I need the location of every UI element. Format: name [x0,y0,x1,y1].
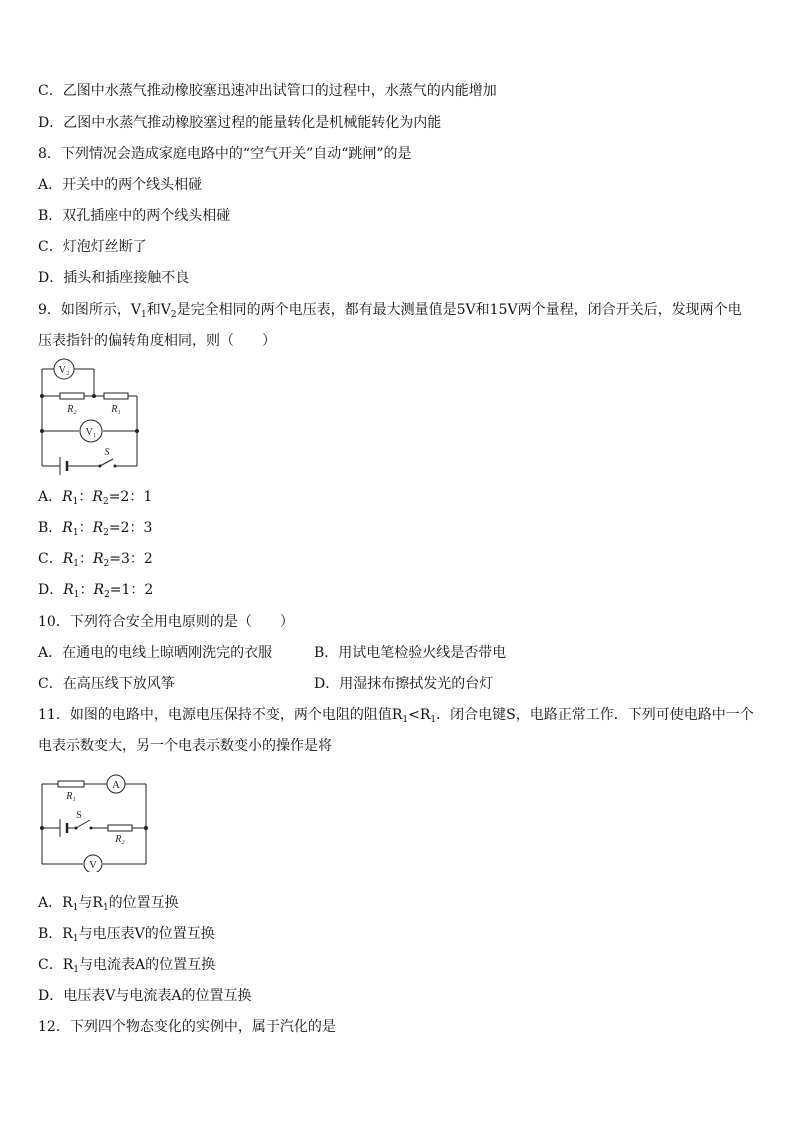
junction-dot-icon [92,394,96,398]
q9-option-a: A．$R_1$：$R_2=2$：1 [38,489,153,507]
q11-stem: 11．如图的电路中，电源电压保持不变，两个电阻的阻值$R_1<R_1$．闭合电键S，电路正常工作．下列可使电路中一个 [38,707,754,725]
q11-circuit-figure [36,770,152,872]
r1-resistor-icon [104,393,128,399]
r1-label: R₁ [66,791,76,802]
q10-option-a: A．在通电的电线上晾晒刚洗完的衣服 [38,645,273,661]
battery-icon [60,457,67,475]
q11-option-b: B．$R_1$与电压表V的位置互换 [38,926,215,944]
q11-option-a: A．$R_1$与$R_1$的位置互换 [38,895,179,913]
switch-pivot-icon [99,465,102,468]
switch-contact-icon [114,465,117,468]
junction-dot-icon [144,826,148,830]
switch-label: S [104,447,110,458]
q11-stem-line2: 电表示数变大，另一个电表示数变小的操作是将 [38,738,332,754]
r1-label: R₁ [111,404,121,415]
q10-option-d: D．用湿抹布擦拭发光的台灯 [314,676,494,692]
r2-label: R₂ [115,834,125,845]
v2-label: V₂ [58,365,70,376]
junction-dot-icon [40,826,44,830]
q9-option-c: C．$R_1$：$R_2=3$：2 [38,551,153,569]
q7-option-d: D．乙图中水蒸气推动橡胶塞过程的能量转化是机械能转化为内能 [38,115,442,131]
q12-stem: 12．下列四个物态变化的实例中，属于汽化的是 [38,1019,336,1035]
q11-option-d: D．电压表V与电流表A的位置互换 [38,988,252,1004]
switch-pivot-icon [75,827,78,830]
q8-option-c: C．灯泡灯丝断了 [38,239,147,255]
ammeter-label: A [112,779,120,791]
q9-option-d: D．$R_1$：$R_2=1$：2 [38,582,154,600]
switch-contact-icon [90,827,93,830]
v1-label: V₁ [85,427,97,438]
q9-option-b: B．$R_1$：$R_2=2$：3 [38,520,153,538]
q11-option-c: C．$R_1$与电流表A的位置互换 [38,957,216,975]
q9-stem: 9．如图所示，$V_1$和$V_2$是完全相同的两个电压表，都有最大测量值是5V和15V两个量程，闭合开关后，发现两个电 [38,302,742,320]
r2-resistor-icon [108,825,132,831]
r2-resistor-icon [60,393,84,399]
junction-dot-icon [135,429,139,433]
r2-label: R₂ [67,404,77,415]
q10-option-c: C．在高压线下放风筝 [38,676,175,692]
voltmeter-label: V [89,859,97,871]
q8-option-b: B．双孔插座中的两个线头相碰 [38,208,231,224]
switch-label: S [76,810,82,821]
q7-option-c: C．乙图中水蒸气推动橡胶塞迅速冲出试管口的过程中，水蒸气的内能增加 [38,83,497,99]
q8-option-a: A．开关中的两个线头相碰 [38,177,203,193]
q10-option-b: B．用试电笔检验火线是否带电 [314,645,507,661]
q8-option-d: D．插头和插座接触不良 [38,270,190,286]
junction-dot-icon [40,394,44,398]
battery-icon [60,819,67,837]
q10-stem: 10．下列符合安全用电原则的是（ ） [38,614,294,630]
r1-resistor-icon [58,781,84,787]
junction-dot-icon [40,429,44,433]
q9-circuit-figure [36,358,146,476]
q9-stem-line2: 压表指针的偏转角度相同，则（ ） [38,333,276,349]
q8-stem: 8．下列情况会造成家庭电路中的“空气开关”自动“跳闸”的是 [38,146,412,162]
